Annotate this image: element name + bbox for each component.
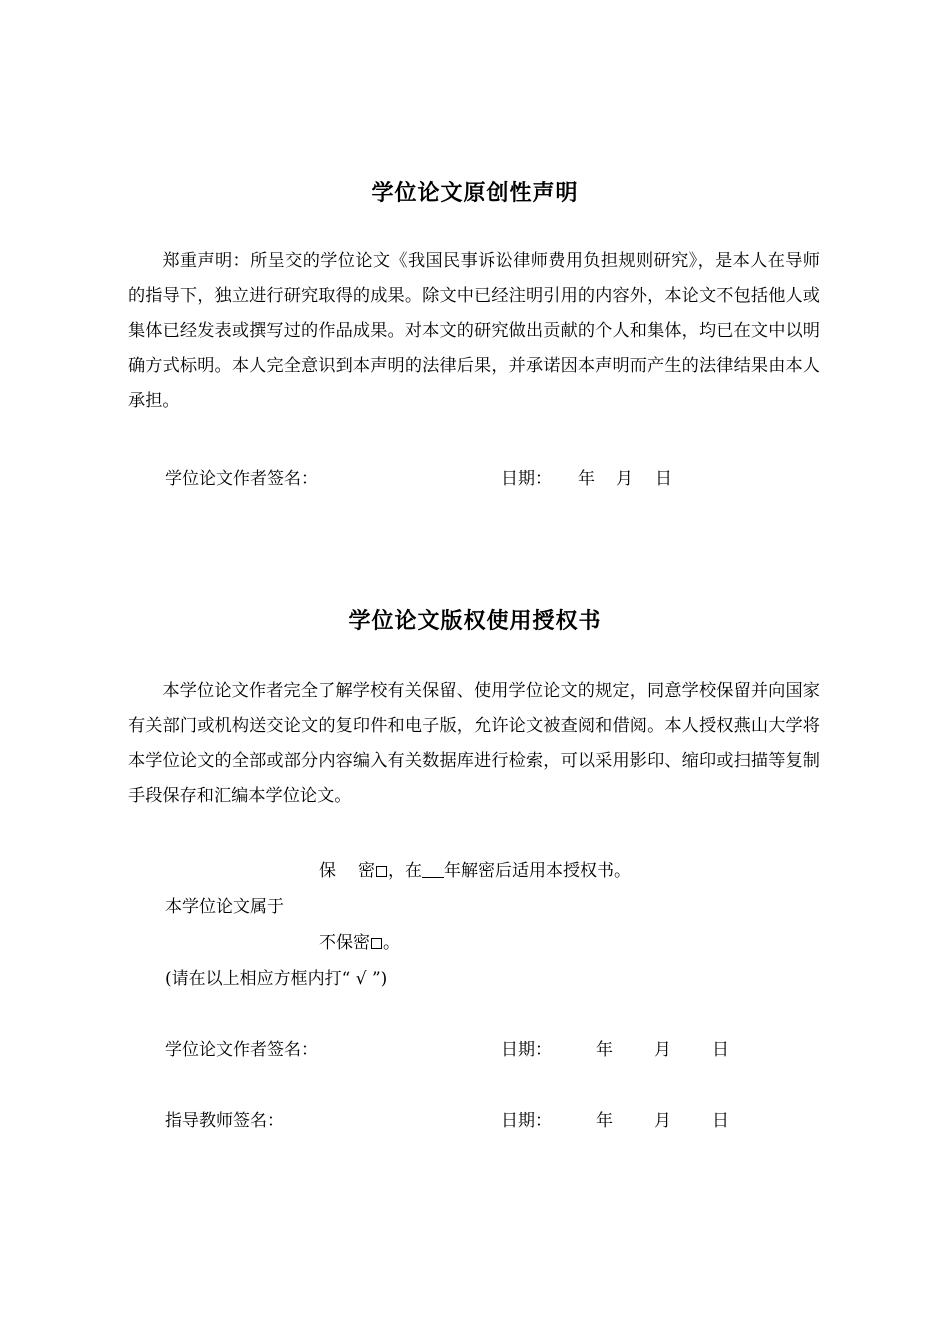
not-secret-end: 。 (383, 933, 400, 953)
originality-year: 年 (578, 469, 595, 489)
originality-day: 日 (655, 469, 672, 489)
originality-date-label: 日期： (501, 469, 552, 489)
advisor-year: 年 (596, 1111, 613, 1131)
not-secret-option-line (319, 928, 400, 953)
authorization-author-date-label: 日期： (501, 1040, 552, 1060)
authorization-body: 本学位论文作者完全了解学校有关保留、使用学位论文的规定，同意学校保留并向国家有关部门或机构送交论文的复印件和电子版，允许论文被查阅和借阅。本人授权燕山大学将本学位论文的全部或部分内容编入有关数据库进行检索，可以采用影印、缩印或扫描等复制手段保存和汇编本学位论文。 (128, 681, 820, 806)
advisor-day: 日 (712, 1111, 729, 1131)
originality-author-sign-label: 学位论文作者签名： (165, 469, 318, 489)
authorization-author-day: 日 (712, 1040, 729, 1060)
not-secret-checkbox[interactable] (371, 938, 382, 949)
secret-label-char-1: 保 (319, 861, 336, 881)
originality-body: 郑重声明：所呈交的学位论文《我国民事诉讼律师费用负担规则研究》，是本人在导师的指导下，独立进行研究取得的成果。除文中已经注明引用的内容外，本论文不包括他人或集体已经发表或撰写过的作品成果。对本文的研究做出贡献的个人和集体，均已在文中以明确方式标明。本人完全意识到本声明的法律后果，并承诺因本声明而产生的法律结果由本人承担。 (128, 251, 820, 411)
authorization-author-year: 年 (596, 1040, 613, 1060)
advisor-sign-label: 指导教师签名： (165, 1111, 284, 1131)
authorization-title: 学位论文版权使用授权书 (348, 609, 602, 634)
secret-option-line (319, 856, 631, 881)
authorization-author-sign-label: 学位论文作者签名： (165, 1040, 318, 1060)
authorization-author-month: 月 (654, 1040, 671, 1060)
checkmark-note: (请在以上相应方框内打“ √ ”) (165, 969, 388, 989)
secret-mid-text: ，在 (388, 861, 422, 881)
secret-suffix-text: 年解密后适用本授权书。 (444, 861, 631, 881)
advisor-date-label: 日期： (501, 1111, 552, 1131)
secret-checkbox[interactable] (376, 866, 387, 877)
originality-title: 学位论文原创性声明 (371, 181, 579, 206)
advisor-month: 月 (654, 1111, 671, 1131)
secret-years-blank[interactable] (422, 863, 444, 878)
secret-label-char-2: 密 (358, 861, 375, 881)
not-secret-label: 不保密 (319, 933, 370, 953)
belongs-label: 本学位论文属于 (165, 897, 284, 917)
originality-month: 月 (616, 469, 633, 489)
